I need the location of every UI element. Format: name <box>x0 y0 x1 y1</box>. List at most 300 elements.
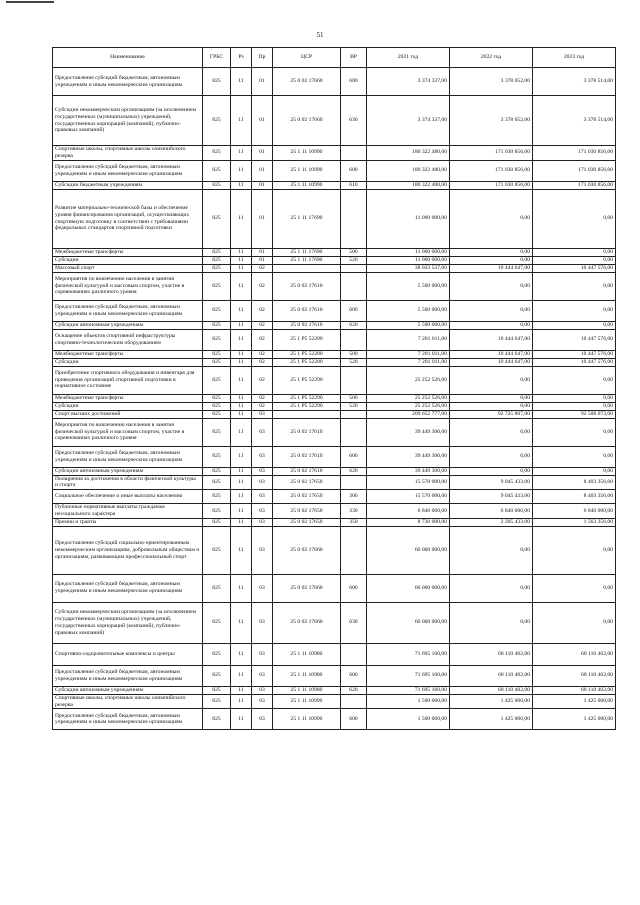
row-value-2022: 0,00 <box>450 467 533 475</box>
row-pr: 03 <box>252 418 273 446</box>
row-value-2021: 11 000 000,00 <box>367 189 450 248</box>
row-value-2023: 6 840 000,00 <box>533 504 616 519</box>
row-name: Предоставление субсидий бюджетным, автономным учреждениям и иным некоммерческим организациям <box>53 574 203 602</box>
row-csr: 25 1 P5 52280 <box>273 329 341 350</box>
row-rz: 11 <box>231 686 252 694</box>
row-value-2021: 180 322 480,00 <box>367 160 450 181</box>
row-value-2022: 10 444 647,00 <box>450 329 533 350</box>
row-csr: 25 0 02 17660 <box>273 602 341 643</box>
row-grbs: 825 <box>203 665 231 686</box>
row-csr: 25 1 P5 52280 <box>273 358 341 366</box>
row-rz: 11 <box>231 358 252 366</box>
row-value-2023: 68 110 402,00 <box>533 665 616 686</box>
table-row <box>53 68 616 96</box>
row-name: Поощрения за достижения в области физической культуры и спорта <box>53 475 203 490</box>
row-name: Спортивные школы, спортивные школы олимпийского резерва <box>53 694 203 709</box>
row-value-2021: 71 695 160,00 <box>367 686 450 694</box>
row-vr: 610 <box>341 181 367 189</box>
row-rz: 11 <box>231 321 252 329</box>
row-pr: 03 <box>252 446 273 467</box>
table-row <box>53 181 616 189</box>
row-value-2021: 71 695 160,00 <box>367 665 450 686</box>
row-value-2022: 0,00 <box>450 418 533 446</box>
table-row <box>53 146 616 161</box>
row-csr: 25 0 02 17610 <box>273 467 341 475</box>
row-grbs: 825 <box>203 526 231 574</box>
row-grbs: 825 <box>203 264 231 272</box>
row-value-2023: 0,00 <box>533 272 616 300</box>
row-value-2022: 9 045 433,00 <box>450 490 533 504</box>
row-name: Предоставление субсидий бюджетным, автономным учреждениям и иным некоммерческим организациям <box>53 665 203 686</box>
table-row <box>53 256 616 264</box>
row-rz: 11 <box>231 146 252 161</box>
row-value-2021: 5 500 000,00 <box>367 272 450 300</box>
row-csr <box>273 410 341 418</box>
row-rz: 11 <box>231 189 252 248</box>
row-grbs: 825 <box>203 504 231 519</box>
row-value-2021: 25 252 526,00 <box>367 366 450 394</box>
row-value-2021: 60 000 000,00 <box>367 526 450 574</box>
row-value-2021: 11 000 000,00 <box>367 256 450 264</box>
table-row <box>53 160 616 181</box>
row-grbs: 825 <box>203 709 231 730</box>
table-row <box>53 526 616 574</box>
row-rz: 11 <box>231 643 252 665</box>
row-grbs: 825 <box>203 68 231 96</box>
row-csr: 25 1 11 17690 <box>273 189 341 248</box>
row-rz: 11 <box>231 160 252 181</box>
row-pr: 03 <box>252 467 273 475</box>
table-row <box>53 300 616 321</box>
row-pr: 03 <box>252 686 273 694</box>
row-value-2023: 0,00 <box>533 526 616 574</box>
row-grbs: 825 <box>203 602 231 643</box>
row-vr <box>341 643 367 665</box>
row-value-2022: 2 205 433,00 <box>450 518 533 526</box>
row-csr: 25 1 11 10990 <box>273 181 341 189</box>
row-vr: 600 <box>341 160 367 181</box>
row-pr: 02 <box>252 300 273 321</box>
row-grbs: 825 <box>203 518 231 526</box>
row-pr: 02 <box>252 350 273 358</box>
row-value-2022: 0,00 <box>450 256 533 264</box>
row-value-2023: 0,00 <box>533 467 616 475</box>
row-name: Предоставление субсидий социально-ориентированным некоммерческим организациям, добровольным обществам и организациям, развивающим профессиональный спорт <box>53 526 203 574</box>
table-row <box>53 686 616 694</box>
row-value-2023: 92 508 073,00 <box>533 410 616 418</box>
row-name: Субсидии автономным учреждениям <box>53 467 203 475</box>
row-vr <box>341 189 367 248</box>
row-value-2022: 0,00 <box>450 272 533 300</box>
table-row <box>53 358 616 366</box>
row-vr: 520 <box>341 402 367 410</box>
row-vr: 600 <box>341 68 367 96</box>
row-grbs: 825 <box>203 181 231 189</box>
row-vr: 620 <box>341 467 367 475</box>
row-value-2023: 10 447 576,00 <box>533 350 616 358</box>
row-value-2023: 1 425 000,00 <box>533 694 616 709</box>
row-rz: 11 <box>231 96 252 146</box>
row-csr <box>273 264 341 272</box>
row-vr: 300 <box>341 490 367 504</box>
table-row <box>53 574 616 602</box>
row-csr: 25 1 11 10980 <box>273 643 341 665</box>
table-row <box>53 694 616 709</box>
row-value-2021: 7 281 011,00 <box>367 329 450 350</box>
row-value-2021: 180 322 480,00 <box>367 181 450 189</box>
row-name: Субсидии некоммерческим организациям (за исключением государственных (муниципальных) учреждений, государственных корпораций (компаний), публично-правовых компаний) <box>53 602 203 643</box>
table-row <box>53 665 616 686</box>
table-row <box>53 321 616 329</box>
row-value-2021: 15 570 000,00 <box>367 475 450 490</box>
row-name: Массовый спорт <box>53 264 203 272</box>
table-row <box>53 504 616 519</box>
row-pr: 01 <box>252 256 273 264</box>
row-vr: 600 <box>341 665 367 686</box>
corner-scan-mark <box>6 1 54 3</box>
row-grbs: 825 <box>203 446 231 467</box>
row-csr: 25 0 02 17650 <box>273 504 341 519</box>
row-csr: 25 1 11 10990 <box>273 146 341 161</box>
row-pr: 02 <box>252 264 273 272</box>
table-row <box>53 248 616 256</box>
row-pr: 01 <box>252 248 273 256</box>
row-csr: 25 1 11 10980 <box>273 686 341 694</box>
row-value-2023: 0,00 <box>533 446 616 467</box>
row-value-2021: 60 000 000,00 <box>367 602 450 643</box>
row-pr: 03 <box>252 490 273 504</box>
row-value-2023: 0,00 <box>533 256 616 264</box>
row-vr: 520 <box>341 256 367 264</box>
table-row <box>53 189 616 248</box>
row-name: Публичные нормативные выплаты гражданам несоциального характера <box>53 504 203 519</box>
row-grbs: 825 <box>203 329 231 350</box>
row-rz: 11 <box>231 264 252 272</box>
table-row <box>53 475 616 490</box>
row-name: Межбюджетные трансферты <box>53 394 203 402</box>
row-vr: 500 <box>341 248 367 256</box>
row-csr: 25 0 02 17650 <box>273 518 341 526</box>
row-name: Развитие материально-технической базы и обеспечение уровня финансирования организаций, осуществляющих спортивную подготовку в соответствии с требованиями федеральных стандартов спортивной подготовки <box>53 189 203 248</box>
row-rz: 11 <box>231 256 252 264</box>
row-name: Субсидии некоммерческим организациям (за исключением государственных (муниципальных) учреждений, государственных корпораций (компаний), публично-правовых компаний) <box>53 96 203 146</box>
row-grbs: 825 <box>203 467 231 475</box>
row-rz: 11 <box>231 490 252 504</box>
row-vr: 600 <box>341 300 367 321</box>
row-rz: 11 <box>231 68 252 96</box>
row-csr: 25 1 P5 52290 <box>273 366 341 394</box>
table-row <box>53 446 616 467</box>
row-value-2021: 39 449 300,00 <box>367 446 450 467</box>
row-value-2023: 10 447 576,00 <box>533 358 616 366</box>
row-grbs: 825 <box>203 686 231 694</box>
row-value-2022: 0,00 <box>450 574 533 602</box>
row-grbs: 825 <box>203 574 231 602</box>
row-value-2023: 10 447 576,00 <box>533 329 616 350</box>
row-name: Премии и гранты <box>53 518 203 526</box>
row-rz: 11 <box>231 526 252 574</box>
row-vr: 330 <box>341 504 367 519</box>
row-value-2023: 0,00 <box>533 189 616 248</box>
row-value-2022: 0,00 <box>450 394 533 402</box>
row-value-2022: 0,00 <box>450 189 533 248</box>
row-pr: 03 <box>252 694 273 709</box>
row-value-2022: 0,00 <box>450 321 533 329</box>
row-rz: 11 <box>231 475 252 490</box>
row-csr: 25 0 02 17650 <box>273 475 341 490</box>
row-value-2023: 171 030 856,00 <box>533 146 616 161</box>
row-value-2023: 0,00 <box>533 248 616 256</box>
row-rz: 11 <box>231 467 252 475</box>
table-row <box>53 366 616 394</box>
row-pr: 01 <box>252 189 273 248</box>
row-value-2022: 6 840 000,00 <box>450 504 533 519</box>
row-value-2022: 1 425 000,00 <box>450 694 533 709</box>
row-rz: 11 <box>231 665 252 686</box>
row-grbs: 825 <box>203 643 231 665</box>
row-rz: 11 <box>231 329 252 350</box>
row-pr: 02 <box>252 321 273 329</box>
row-value-2022: 0,00 <box>450 300 533 321</box>
row-value-2023: 8 403 356,00 <box>533 475 616 490</box>
row-value-2023: 171 030 856,00 <box>533 160 616 181</box>
row-value-2022: 3 378 052,00 <box>450 96 533 146</box>
row-csr: 25 1 11 17690 <box>273 248 341 256</box>
row-value-2021: 5 500 000,00 <box>367 321 450 329</box>
row-grbs: 825 <box>203 248 231 256</box>
row-pr: 02 <box>252 272 273 300</box>
row-csr: 25 0 02 17610 <box>273 300 341 321</box>
row-csr: 25 0 02 17610 <box>273 321 341 329</box>
row-value-2022: 171 030 856,00 <box>450 181 533 189</box>
row-grbs: 825 <box>203 490 231 504</box>
row-csr: 25 1 11 10980 <box>273 665 341 686</box>
row-rz: 11 <box>231 418 252 446</box>
row-value-2023: 0,00 <box>533 300 616 321</box>
row-value-2023: 8 403 356,00 <box>533 490 616 504</box>
row-value-2023: 68 110 402,00 <box>533 643 616 665</box>
row-vr <box>341 418 367 446</box>
row-value-2022: 1 425 000,00 <box>450 709 533 730</box>
row-value-2021: 25 252 526,00 <box>367 394 450 402</box>
row-name: Мероприятия по вовлечению населения в занятия физической культурой и массовым спортом, участие в соревнованиях различного уровня <box>53 272 203 300</box>
row-csr: 25 1 11 10990 <box>273 709 341 730</box>
budget-table <box>52 47 616 730</box>
row-rz: 11 <box>231 518 252 526</box>
row-rz: 11 <box>231 366 252 394</box>
row-value-2023: 3 378 514,00 <box>533 96 616 146</box>
row-rz: 11 <box>231 181 252 189</box>
row-value-2021: 3 374 337,00 <box>367 68 450 96</box>
row-vr: 620 <box>341 686 367 694</box>
row-vr <box>341 146 367 161</box>
row-value-2022: 9 045 433,00 <box>450 475 533 490</box>
row-value-2023: 0,00 <box>533 366 616 394</box>
row-vr <box>341 475 367 490</box>
row-value-2021: 180 322 480,00 <box>367 146 450 161</box>
col-header-pr: Пр <box>252 48 273 68</box>
row-value-2021: 6 840 000,00 <box>367 504 450 519</box>
col-header-2022: 2022 год <box>450 48 533 68</box>
row-vr: 620 <box>341 321 367 329</box>
row-value-2022: 10 444 647,00 <box>450 264 533 272</box>
row-name: Спортивно-оздоровительные комплексы и центры <box>53 643 203 665</box>
row-value-2021: 1 500 000,00 <box>367 709 450 730</box>
row-pr: 03 <box>252 643 273 665</box>
row-rz: 11 <box>231 602 252 643</box>
col-header-grbs: ГРБС <box>203 48 231 68</box>
table-row <box>53 410 616 418</box>
row-value-2023: 10 447 576,00 <box>533 264 616 272</box>
row-value-2022: 3 378 052,00 <box>450 68 533 96</box>
row-pr: 03 <box>252 526 273 574</box>
row-grbs: 825 <box>203 350 231 358</box>
row-csr: 25 1 11 17690 <box>273 256 341 264</box>
row-csr: 25 0 02 17610 <box>273 272 341 300</box>
row-value-2022: 0,00 <box>450 366 533 394</box>
row-value-2021: 3 374 337,00 <box>367 96 450 146</box>
row-value-2023: 0,00 <box>533 394 616 402</box>
row-name: Субсидии автономным учреждениям <box>53 686 203 694</box>
row-rz: 11 <box>231 394 252 402</box>
row-value-2022: 0,00 <box>450 248 533 256</box>
row-name: Предоставление субсидий бюджетным, автономным учреждениям и иным некоммерческим организациям <box>53 300 203 321</box>
table-row <box>53 394 616 402</box>
row-value-2021: 71 695 160,00 <box>367 643 450 665</box>
row-value-2023: 0,00 <box>533 402 616 410</box>
row-pr: 01 <box>252 181 273 189</box>
row-grbs: 825 <box>203 694 231 709</box>
row-value-2023: 3 378 514,00 <box>533 68 616 96</box>
row-value-2023: 0,00 <box>533 574 616 602</box>
row-name: Спортивные школы, спортивные школы олимпийского резерва <box>53 146 203 161</box>
row-rz: 11 <box>231 350 252 358</box>
row-csr: 25 1 11 10990 <box>273 694 341 709</box>
row-pr: 02 <box>252 366 273 394</box>
row-rz: 11 <box>231 272 252 300</box>
row-rz: 11 <box>231 574 252 602</box>
row-value-2021: 8 730 000,00 <box>367 518 450 526</box>
row-csr: 25 0 02 17610 <box>273 418 341 446</box>
row-pr: 01 <box>252 146 273 161</box>
row-csr: 25 0 02 17660 <box>273 574 341 602</box>
row-rz: 11 <box>231 709 252 730</box>
row-vr: 500 <box>341 350 367 358</box>
row-pr: 01 <box>252 160 273 181</box>
row-pr: 03 <box>252 574 273 602</box>
row-value-2021: 11 000 000,00 <box>367 248 450 256</box>
row-pr: 02 <box>252 394 273 402</box>
row-grbs: 825 <box>203 189 231 248</box>
row-value-2023: 1 425 000,00 <box>533 709 616 730</box>
row-value-2023: 1 563 356,00 <box>533 518 616 526</box>
row-value-2022: 68 110 402,00 <box>450 686 533 694</box>
row-csr: 25 0 02 17610 <box>273 446 341 467</box>
row-grbs: 825 <box>203 160 231 181</box>
row-value-2022: 68 110 402,00 <box>450 643 533 665</box>
row-vr <box>341 410 367 418</box>
row-csr: 25 0 02 17650 <box>273 490 341 504</box>
row-pr: 03 <box>252 665 273 686</box>
row-value-2022: 0,00 <box>450 402 533 410</box>
table-row <box>53 643 616 665</box>
page-number: 51 <box>316 31 324 39</box>
row-value-2021: 38 033 537,00 <box>367 264 450 272</box>
row-grbs: 825 <box>203 402 231 410</box>
table-row <box>53 264 616 272</box>
row-name: Межбюджетные трансферты <box>53 350 203 358</box>
row-value-2022: 0,00 <box>450 526 533 574</box>
row-pr: 02 <box>252 358 273 366</box>
row-name: Предоставление субсидий бюджетным, автономным учреждениям и иным некоммерческим организациям <box>53 446 203 467</box>
row-grbs: 825 <box>203 146 231 161</box>
col-header-csr: ЦСР <box>273 48 341 68</box>
row-value-2022: 0,00 <box>450 602 533 643</box>
col-header-rz: Рз <box>231 48 252 68</box>
row-value-2022: 68 110 402,00 <box>450 665 533 686</box>
row-grbs: 825 <box>203 475 231 490</box>
row-pr: 02 <box>252 329 273 350</box>
row-grbs: 825 <box>203 366 231 394</box>
row-value-2023: 0,00 <box>533 602 616 643</box>
row-value-2022: 10 444 647,00 <box>450 358 533 366</box>
table-row <box>53 329 616 350</box>
row-value-2021: 1 500 000,00 <box>367 694 450 709</box>
row-name: Предоставление субсидий бюджетным, автономным учреждениям и иным некоммерческим организациям <box>53 709 203 730</box>
row-grbs: 825 <box>203 300 231 321</box>
row-value-2021: 7 281 011,00 <box>367 350 450 358</box>
table-row <box>53 350 616 358</box>
row-vr: 350 <box>341 518 367 526</box>
row-csr: 25 1 11 10990 <box>273 160 341 181</box>
row-pr: 01 <box>252 68 273 96</box>
row-pr: 03 <box>252 709 273 730</box>
row-name: Межбюджетные трансферты <box>53 248 203 256</box>
row-name: Субсидии бюджетным учреждениям <box>53 181 203 189</box>
row-grbs: 825 <box>203 410 231 418</box>
row-vr: 600 <box>341 709 367 730</box>
row-grbs: 825 <box>203 321 231 329</box>
row-pr: 03 <box>252 410 273 418</box>
row-value-2023: 171 030 856,00 <box>533 181 616 189</box>
table-row <box>53 402 616 410</box>
col-header-2023: 2023 год <box>533 48 616 68</box>
row-pr: 03 <box>252 602 273 643</box>
row-value-2022: 171 030 856,00 <box>450 146 533 161</box>
col-header-2021: 2021 год <box>367 48 450 68</box>
row-grbs: 825 <box>203 394 231 402</box>
row-vr <box>341 329 367 350</box>
row-value-2021: 15 570 000,00 <box>367 490 450 504</box>
row-csr: 25 0 02 17660 <box>273 68 341 96</box>
row-csr: 25 0 02 17660 <box>273 526 341 574</box>
row-value-2021: 25 252 526,00 <box>367 402 450 410</box>
row-value-2022: 0,00 <box>450 446 533 467</box>
row-rz: 11 <box>231 446 252 467</box>
row-grbs: 825 <box>203 256 231 264</box>
row-value-2022: 10 444 647,00 <box>450 350 533 358</box>
row-vr: 600 <box>341 446 367 467</box>
row-rz: 11 <box>231 504 252 519</box>
row-name: Оснащение объектов спортивной инфраструктуры спортивно-технологическим оборудованием <box>53 329 203 350</box>
row-vr <box>341 526 367 574</box>
row-name: Предоставление субсидий бюджетным, автономным учреждениям и иным некоммерческим организациям <box>53 160 203 181</box>
row-value-2023: 68 110 402,00 <box>533 686 616 694</box>
row-name: Предоставление субсидий бюджетным, автономным учреждениям и иным некоммерческим организациям <box>53 68 203 96</box>
row-vr <box>341 366 367 394</box>
table-row <box>53 467 616 475</box>
row-vr: 630 <box>341 96 367 146</box>
